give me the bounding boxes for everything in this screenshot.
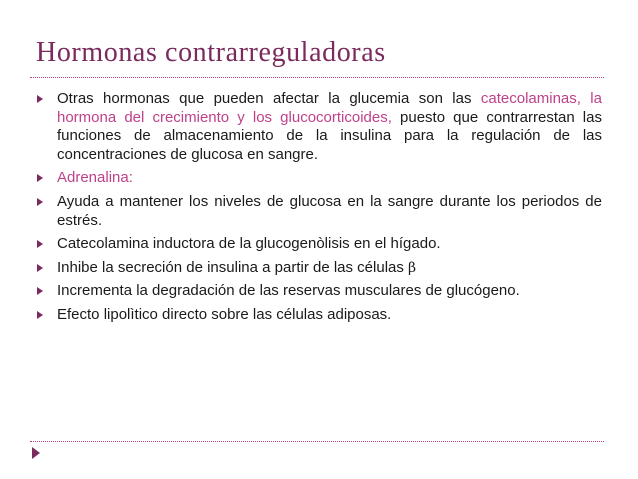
- bullet-text-accent: catecolaminas, la hormona del crecimiento y los glucocorticoides,: [57, 90, 602, 126]
- triangle-bullet-icon: [37, 240, 43, 248]
- title-divider: [30, 77, 604, 78]
- bullet-list: [36, 90, 602, 330]
- bullet-item-otras-hormonas: [36, 90, 602, 164]
- triangle-corner-icon: [32, 447, 40, 459]
- bullet-text-tail: puesto que contrarrestan las funciones de almacenamiento de la insulina para la regulación de las concentraciones de glucosa en sangre.: [57, 108, 602, 163]
- bullet-item-inhibe: [36, 259, 602, 278]
- bullet-text: Incrementa la degradación de las reservas musculares de glucógeno.: [57, 282, 520, 300]
- bullet-text: Adrenalina:: [57, 169, 133, 187]
- bullet-item-incrementa: [36, 282, 602, 301]
- bullet-item-ayuda: [36, 193, 602, 230]
- bullet-item-efecto: [36, 306, 602, 325]
- beta-symbol: β: [408, 259, 417, 276]
- bullet-text: Efecto lipolìtico directo sobre las células adiposas.: [57, 305, 392, 323]
- bullet-item-catecolamina: [36, 235, 602, 254]
- triangle-bullet-icon: [37, 287, 43, 295]
- bullet-text: Inhibe la secreción de insulina a partir de las células: [57, 258, 409, 276]
- triangle-bullet-icon: [37, 311, 43, 319]
- footer-divider: [30, 441, 604, 442]
- triangle-bullet-icon: [37, 198, 43, 206]
- bullet-text-lead: Otras hormonas que pueden afectar la glucemia son las: [57, 90, 481, 107]
- slide-title: Hormonas contrarreguladoras: [36, 37, 386, 68]
- triangle-bullet-icon: [37, 95, 43, 103]
- triangle-bullet-icon: [37, 264, 43, 272]
- bullet-text: Ayuda a mantener los niveles de glucosa en la sangre durante los periodos de estrés.: [57, 192, 602, 229]
- triangle-bullet-icon: [37, 174, 43, 182]
- bullet-text: Catecolamina inductora de la glucogenòlisis en el hígado.: [57, 235, 441, 253]
- bullet-item-adrenalina: [36, 169, 602, 188]
